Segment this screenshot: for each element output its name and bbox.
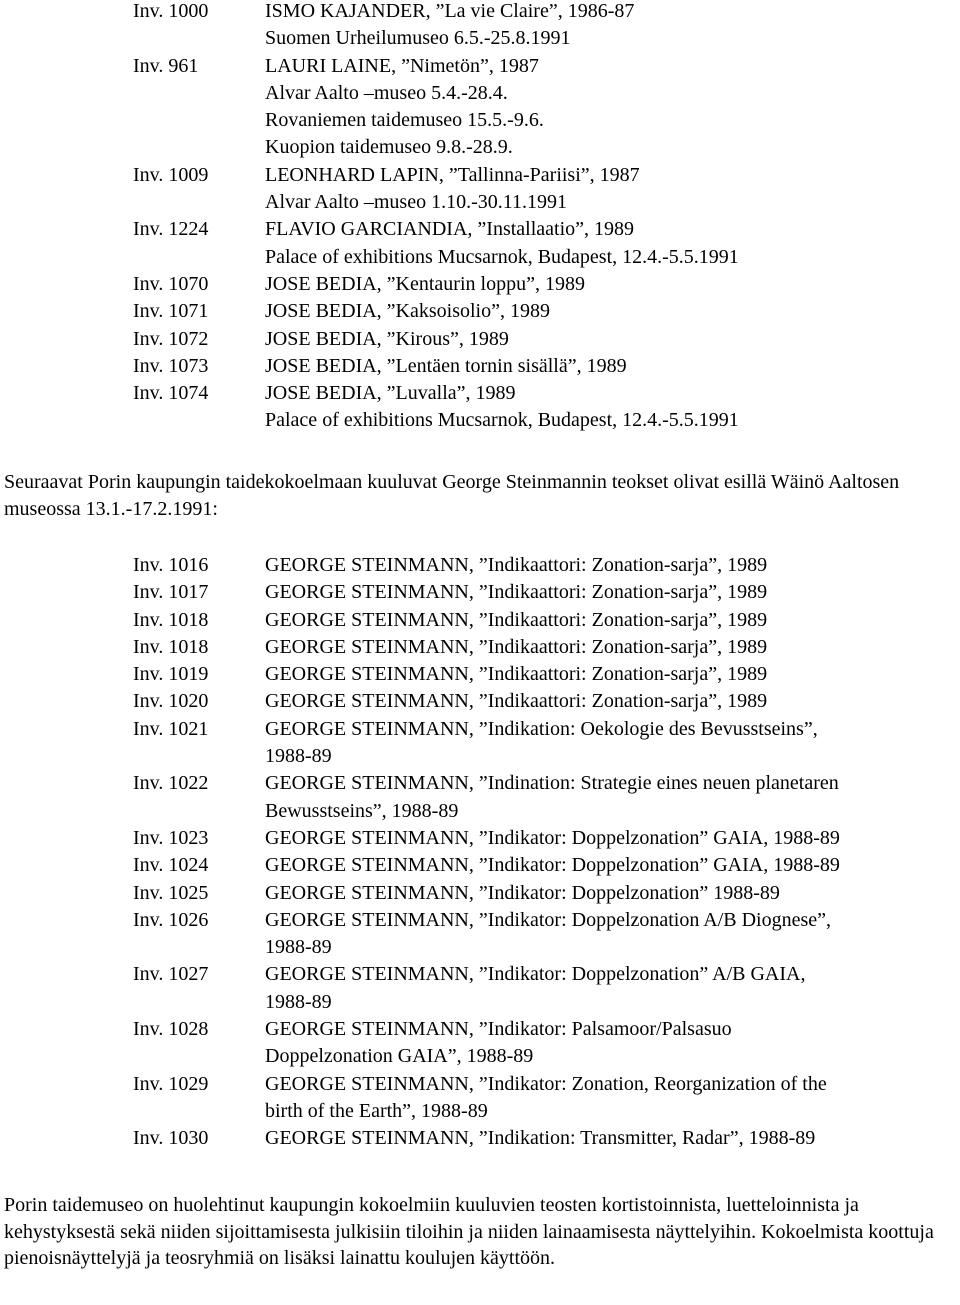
inventory-number: Inv. 1017 bbox=[133, 581, 209, 604]
inventory-entry bbox=[133, 880, 960, 907]
inventory-number: Inv. 1073 bbox=[133, 354, 209, 377]
description-line: Alvar Aalto –museo 1.10.-30.11.1991 bbox=[265, 191, 568, 214]
inventory-entry bbox=[133, 579, 960, 606]
inventory-number: Inv. 1074 bbox=[133, 382, 209, 405]
steinmann-intro-paragraph: Seuraavat Porin kaupungin taidekokoelmaan kuuluvat George Steinmannin teokset olivat esillä Wäinö Aaltosen museossa 13.1.-17.2.1991: bbox=[4, 471, 900, 520]
inventory-number: Inv. 1029 bbox=[133, 1072, 209, 1095]
description-line: GEORGE STEINMANN, ”Indikator: Doppelzonation” A/B GAIA, bbox=[265, 963, 806, 986]
inventory-number: Inv. 1023 bbox=[133, 826, 209, 849]
artwork-description bbox=[265, 579, 960, 606]
description-line: GEORGE STEINMANN, ”Indikation: Transmitter, Radar”, 1988-89 bbox=[265, 1127, 816, 1150]
description-line: birth of the Earth”, 1988-89 bbox=[265, 1099, 488, 1122]
inventory-entry bbox=[133, 634, 960, 661]
description-line: GEORGE STEINMANN, ”Indikator: Doppelzonation A/B Diognese”, bbox=[265, 908, 832, 931]
artwork-description bbox=[265, 216, 960, 271]
inventory-entry bbox=[133, 0, 960, 53]
artwork-description bbox=[265, 770, 960, 825]
artwork-description bbox=[265, 825, 960, 852]
inventory-number: Inv. 1000 bbox=[133, 0, 209, 22]
artwork-description bbox=[265, 1071, 960, 1126]
inventory-entry bbox=[133, 852, 960, 879]
inventory-number: Inv. 1071 bbox=[133, 300, 209, 323]
description-line: 1988-89 bbox=[265, 936, 332, 959]
inventory-entry bbox=[133, 1071, 960, 1126]
inventory-entry bbox=[133, 688, 960, 715]
description-line: GEORGE STEINMANN, ”Indikaattori: Zonation-sarja”, 1989 bbox=[265, 663, 768, 686]
inventory-entry bbox=[133, 326, 960, 353]
description-line: JOSE BEDIA, ”Kentaurin loppu”, 1989 bbox=[265, 272, 585, 295]
description-line: GEORGE STEINMANN, ”Indikaattori: Zonation-sarja”, 1989 bbox=[265, 608, 768, 631]
artwork-description bbox=[265, 607, 960, 634]
inventory-entry bbox=[133, 716, 960, 771]
description-line: Doppelzonation GAIA”, 1988-89 bbox=[265, 1045, 534, 1068]
description-line: Palace of exhibitions Mucsarnok, Budapest, 12.4.-5.5.1991 bbox=[265, 245, 739, 268]
description-line: Alvar Aalto –museo 5.4.-28.4. bbox=[265, 81, 508, 104]
artwork-description bbox=[265, 271, 960, 298]
inventory-number: Inv. 1016 bbox=[133, 554, 209, 576]
description-line: GEORGE STEINMANN, ”Indikaattori: Zonation-sarja”, 1989 bbox=[265, 690, 768, 713]
inventory-entry bbox=[133, 353, 960, 380]
artwork-description bbox=[265, 880, 960, 907]
inventory-entry bbox=[133, 607, 960, 634]
inventory-number: Inv. 1224 bbox=[133, 218, 209, 241]
artwork-description bbox=[265, 353, 960, 380]
description-line: FLAVIO GARCIANDIA, ”Installaatio”, 1989 bbox=[265, 218, 635, 241]
description-line: GEORGE STEINMANN, ”Indikator: Doppelzonation” 1988-89 bbox=[265, 881, 780, 904]
artwork-description bbox=[265, 552, 960, 579]
description-line: GEORGE STEINMANN, ”Indikator: Doppelzonation” GAIA, 1988-89 bbox=[265, 826, 840, 849]
artwork-description bbox=[265, 298, 960, 325]
description-line: JOSE BEDIA, ”Kirous”, 1989 bbox=[265, 327, 509, 350]
artwork-description bbox=[265, 961, 960, 1016]
inventory-number: Inv. 1024 bbox=[133, 854, 209, 877]
description-line: 1988-89 bbox=[265, 990, 332, 1013]
inventory-number: Inv. 1025 bbox=[133, 881, 209, 904]
description-line: GEORGE STEINMANN, ”Indikaattori: Zonation-sarja”, 1989 bbox=[265, 581, 768, 604]
artwork-description bbox=[265, 162, 960, 217]
steinmann-inventory-list bbox=[133, 552, 960, 1153]
description-line: LAURI LAINE, ”Nimetön”, 1987 bbox=[265, 54, 539, 77]
inventory-entry bbox=[133, 1016, 960, 1071]
description-line: LEONHARD LAPIN, ”Tallinna-Pariisi”, 1987 bbox=[265, 163, 640, 186]
description-line: GEORGE STEINMANN, ”Indikaattori: Zonation-sarja”, 1989 bbox=[265, 554, 768, 576]
inventory-entry bbox=[133, 907, 960, 962]
artwork-description bbox=[265, 1016, 960, 1071]
description-line: JOSE BEDIA, ”Luvalla”, 1989 bbox=[265, 382, 516, 405]
artwork-description bbox=[265, 0, 960, 53]
description-line: GEORGE STEINMANN, ”Indikator: Doppelzonation” GAIA, 1988-89 bbox=[265, 854, 840, 877]
inventory-number: Inv. 1028 bbox=[133, 1018, 209, 1041]
description-line: JOSE BEDIA, ”Lentäen tornin sisällä”, 1989 bbox=[265, 354, 627, 377]
inventory-number: Inv. 1021 bbox=[133, 717, 209, 740]
inventory-number: Inv. 1018 bbox=[133, 608, 209, 631]
description-line: Kuopion taidemuseo 9.8.-28.9. bbox=[265, 136, 513, 159]
inventory-entry bbox=[133, 552, 960, 579]
inventory-number: Inv. 1022 bbox=[133, 772, 209, 795]
artwork-description bbox=[265, 661, 960, 688]
inventory-entry bbox=[133, 380, 960, 435]
description-line: GEORGE STEINMANN, ”Indikaattori: Zonation-sarja”, 1989 bbox=[265, 635, 768, 658]
description-line: ISMO KAJANDER, ”La vie Claire”, 1986-87 bbox=[265, 0, 635, 22]
description-line: Suomen Urheilumuseo 6.5.-25.8.1991 bbox=[265, 27, 571, 50]
description-line: Rovaniemen taidemuseo 15.5.-9.6. bbox=[265, 109, 544, 132]
artwork-description bbox=[265, 907, 960, 962]
inventory-entry bbox=[133, 271, 960, 298]
inventory-entry bbox=[133, 53, 960, 162]
closing-paragraph: Porin taidemuseo on huolehtinut kaupungin kokoelmiin kuuluvien teosten kortistoinnista, luetteloinnista ja kehystyksestä sekä niiden sijoittamisesta julkisiin tiloihin ja niiden lainaamisesta näyttelyihin. Kokoelmista koottuja pienoisnäyttelyjä ja teosryhmiä on lisäksi lainattu koulujen käyttöön. bbox=[4, 1194, 934, 1269]
inventory-number: Inv. 1018 bbox=[133, 635, 209, 658]
artwork-description bbox=[265, 716, 960, 771]
description-line: GEORGE STEINMANN, ”Indikator: Palsamoor/Palsasuo bbox=[265, 1018, 732, 1041]
inventory-number: Inv. 1030 bbox=[133, 1127, 209, 1150]
description-line: 1988-89 bbox=[265, 745, 332, 768]
inventory-entry bbox=[133, 770, 960, 825]
description-line: GEORGE STEINMANN, ”Indikation: Oekologie des Bevusstseins”, bbox=[265, 717, 818, 740]
artwork-description bbox=[265, 634, 960, 661]
inventory-entry bbox=[133, 661, 960, 688]
inventory-entry bbox=[133, 298, 960, 325]
inventory-number: Inv. 1027 bbox=[133, 963, 209, 986]
inventory-number: Inv. 1009 bbox=[133, 163, 209, 186]
inventory-number: Inv. 1026 bbox=[133, 908, 209, 931]
artwork-description bbox=[265, 326, 960, 353]
artwork-description bbox=[265, 1125, 960, 1152]
inventory-number: Inv. 1019 bbox=[133, 663, 209, 686]
artwork-description bbox=[265, 852, 960, 879]
artwork-description bbox=[265, 380, 960, 435]
inventory-list bbox=[133, 0, 960, 435]
inventory-number: Inv. 1020 bbox=[133, 690, 209, 713]
inventory-entry bbox=[133, 961, 960, 1016]
inventory-entry bbox=[133, 1125, 960, 1152]
inventory-number: Inv. 1070 bbox=[133, 272, 209, 295]
artwork-description bbox=[265, 688, 960, 715]
inventory-number: Inv. 961 bbox=[133, 54, 199, 77]
description-line: GEORGE STEINMANN, ”Indikator: Zonation, Reorganization of the bbox=[265, 1072, 827, 1095]
description-line: Palace of exhibitions Mucsarnok, Budapest, 12.4.-5.5.1991 bbox=[265, 409, 739, 432]
description-line: Bewusstseins”, 1988-89 bbox=[265, 799, 459, 822]
description-line: JOSE BEDIA, ”Kaksoisolio”, 1989 bbox=[265, 300, 550, 323]
inventory-entry bbox=[133, 825, 960, 852]
inventory-entry bbox=[133, 216, 960, 271]
description-line: GEORGE STEINMANN, ”Indination: Strategie eines neuen planetaren bbox=[265, 772, 839, 795]
artwork-description bbox=[265, 53, 960, 162]
inventory-entry bbox=[133, 162, 960, 217]
inventory-number: Inv. 1072 bbox=[133, 327, 209, 350]
